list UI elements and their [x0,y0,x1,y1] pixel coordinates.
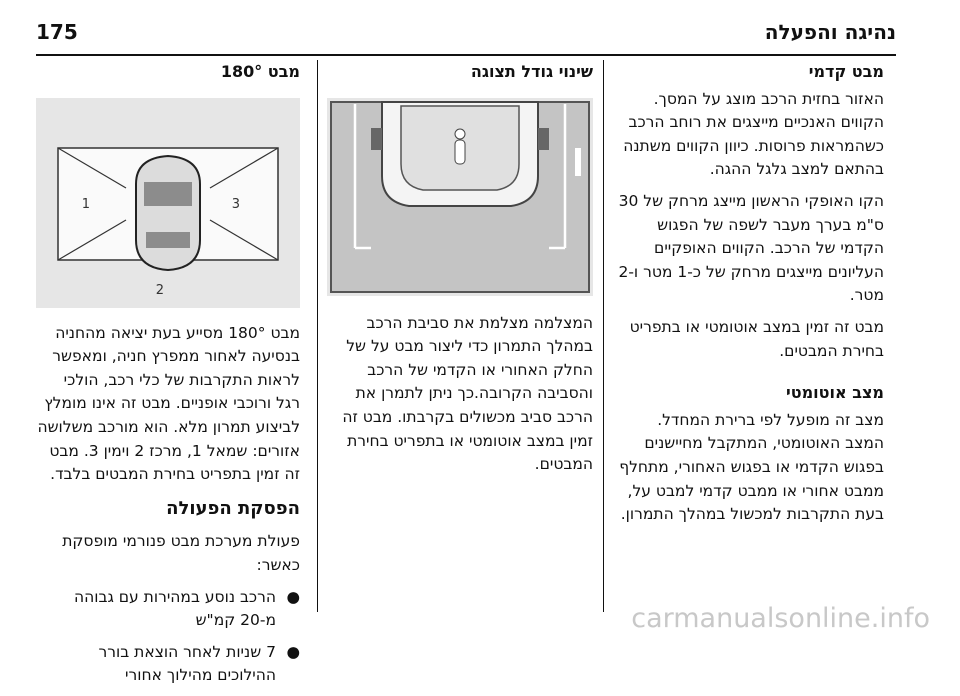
area-label-3: 3 [231,196,240,212]
column-divider-left [317,60,318,612]
zoom-view-illustration [327,98,593,296]
list-item: ● 7 שניות לאחר הוצאת בורר ההילוכים מהילוך אחורי [98,642,300,685]
page-header [0,0,960,56]
header-rule [36,54,896,56]
heading-automatic-mode: מצב אוטומטי [785,383,884,403]
column-zoom-view [327,60,593,485]
deactivation-intro: פעולת מערכת מבט פנורמי מופסקת כאשר: [62,532,300,574]
column-front-view [616,60,884,535]
heading-zoom-view: שינוי גודל תצוגה [470,62,593,81]
page-number: 175 [36,20,78,44]
bullet-icon: ● [286,642,300,661]
180-view-illustration [36,98,300,308]
list-item: ● הרכב נוסע במהירות עם גבוהה מ-20 קמ"ש [74,587,300,630]
watermark: carmanualsonline.info [631,603,930,634]
heading-180-view: מבט 180° [220,62,300,81]
zoom-view-paragraph: המצלמה מצלמת את סביבת הרכב במהלך התמרון כדי ליצור מבט על של החלק האחורי או הקדמי של הרכב והסביבה הקרובה.כך ניתן לתמרן את הרכב סביב מכשולים בקרבתו. מבט זה זמין במצב אוטומטי או בתפריט בחירת המבטים. [342,313,593,474]
front-view-paragraph-3: מבט זה זמין במצב אוטומטי או בתפריט בחירת המבטים. [629,317,884,360]
bullet-icon: ● [286,587,300,606]
front-view-paragraph-2: הקו האופקי הראשון מייצג מרחק של 30 ס"מ בערך מעבר לשפה של הפגוש הקדמי של הרכב. הקווים האופקיים העליונים מייצגים מרחק של כ-1 מטר ו-2 מטר. [618,191,884,305]
heading-deactivation: הפסקת הפעולה [166,497,300,519]
column-divider-right [603,60,604,612]
area-label-1: 1 [81,196,90,212]
section-title: נהיגה והפעלה [764,20,896,44]
180-view-paragraph: מבט 180° מסייע בעת יציאה מהחניה בנסיעה לאחור ממפרץ חניה, ומאפשר לראות התקרבות של כלי רכב, הולכי רגל ורוכבי אופניים. מבט זה אינו מומלץ לביצוע תמרון מלא. הוא מורכב משלושה אזורים: שמאל 1, מרכז 2 וימין 3. מבט זה זמין בתפריט בחירת המבטים בלבד. [37,323,300,484]
deactivation-list [36,586,300,688]
column-180-view [36,60,300,696]
heading-front-view: מבט קדמי [808,62,884,81]
front-view-paragraph-1: האזור בחזית הרכב מוצג על המסך. הקווים האנכיים מייצגים את רוחב הרכב כשהמראות פרוסות. כיוון הקווים משתנה בהתאם למצב גלגל ההגה. [623,89,884,179]
area-label-2: 2 [155,282,164,298]
automatic-mode-paragraph: מצב זה מופעל לפי ברירת המחדל. המצב האוטומטי, המתקבל מחיישנים בפגוש הקדמי או בפגוש האחורי, מתחלף ממבט אחורי או ממבט קדמי למבט על, בעת התקרבות למכשול במהלך התמרון. [619,410,884,524]
